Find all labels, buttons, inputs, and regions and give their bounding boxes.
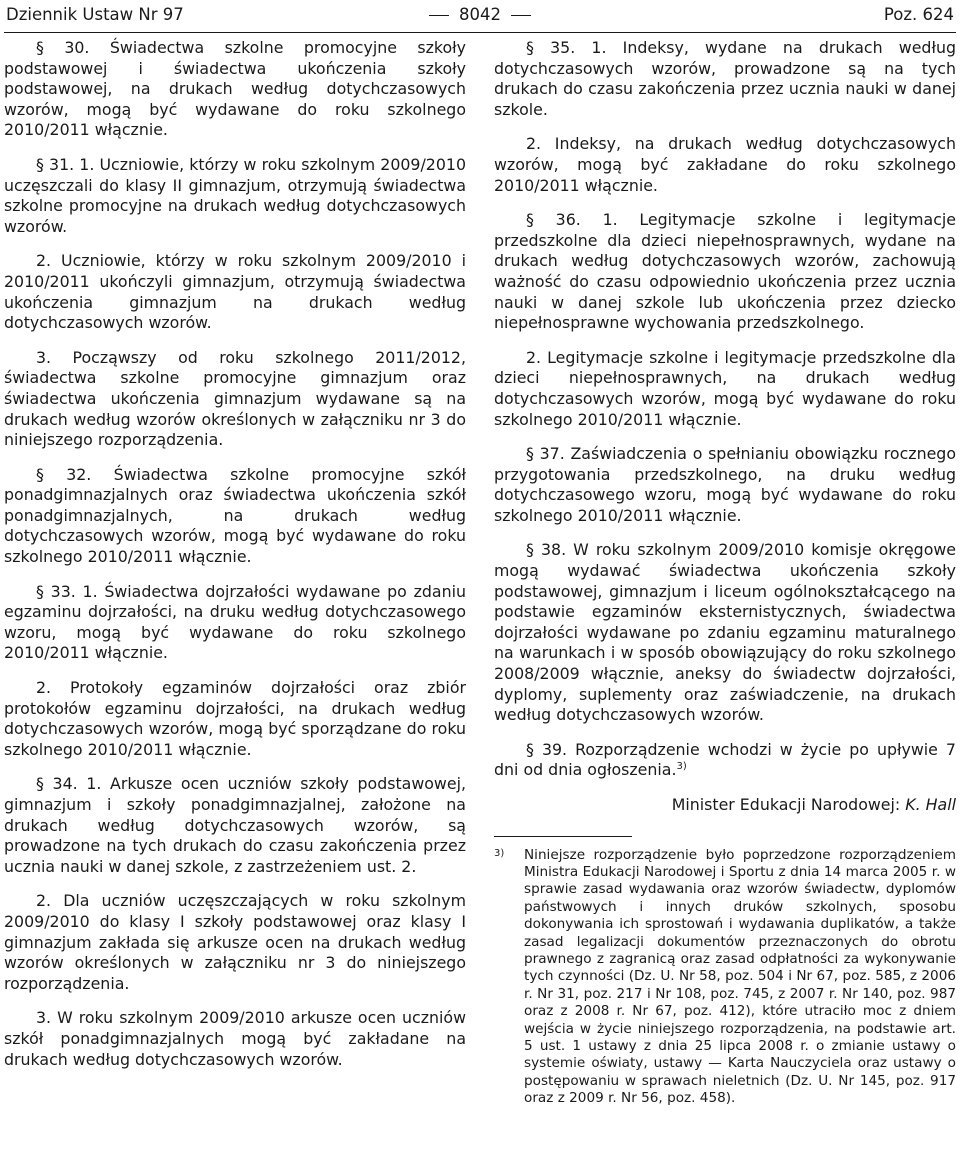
- paragraph: 2. Dla uczniów uczęszczających w roku szkolnym 2009/2010 do klasy I szkoły podstawowej oraz klasy I gimnazjum zakłada się arkusze ocen na drukach według wzorów określonych w załączniku nr 3 do niniejszego rozporządzenia.: [4, 891, 466, 993]
- footnote-text: Niniejsze rozporządzenie było poprzedzone rozporządzeniem Ministra Edukacji Narodowej i Sportu z dnia 14 marca 2005 r. w sprawie zasad wydawania oraz wzorów świadectw, dyplomów państwowych i innych druków szkolnych, sposobu dokonywania ich sprostowań i wydawania duplikatów, a także zasad legalizacji dokumentów przeznaczonych do obrotu prawnego z zagranicą oraz zasad odpłatności za wykonywanie tych czynności (Dz. U. Nr 58, poz. 504 i Nr 67, poz. 585, z 2006 r. Nr 31, poz. 217 i Nr 108, poz. 745, z 2007 r. Nr 140, poz. 987 oraz z 2008 r. Nr 67, poz. 412), które utraciło moc z dniem wejścia w życie niniejszego rozporządzenia, na podstawie art. 5 ust. 1 ustawy z dnia 25 lipca 2008 r. o zmianie ustawy o systemie oświaty, ustawy — Karta Nauczyciela oraz ustawy o postępowaniu w sprawach nieletnich (Dz. U. Nr 145, poz. 917 oraz z 2009 r. Nr 56, poz. 458).: [524, 846, 956, 1107]
- paragraph: § 31. 1. Uczniowie, którzy w roku szkolnym 2009/2010 uczęszczali do klasy II gimnazjum, otrzymują świadectwa szkolne promocyjne na drukach według dotychczasowych wzorów.: [4, 154, 466, 236]
- paragraph: § 35. 1. Indeksy, wydane na drukach według dotychczasowych wzorów, prowadzone są na tych drukach do czasu zakończenia przez ucznia nauki w danej szkole.: [494, 38, 956, 119]
- paragraph: 2. Uczniowie, którzy w roku szkolnym 2009/2010 i 2010/2011 ukończyli gimnazjum, otrzymują świadectwa ukończenia gimnazjum na drukach według dotychczasowych wzorów.: [4, 251, 466, 333]
- paragraph: § 30. Świadectwa szkolne promocyjne szkoły podstawowej i świadectwa ukończenia szkoły podstawowej, na drukach według dotychczasowych wzorów, mogą być wydawane do roku szkolnego 2010/2011 włącznie.: [4, 38, 466, 140]
- paragraph: § 34. 1. Arkusze ocen uczniów szkoły podstawowej, gimnazjum i szkoły ponadgimnazjalnej, założone na drukach według dotychczasowych wzorów, są prowadzone na tych drukach do czasu zakończenia przez ucznia nauki w danej szkole, z zastrzeżeniem ust. 2.: [4, 774, 466, 876]
- paragraph: 3. Począwszy od roku szkolnego 2011/2012, świadectwa szkolne promocyjne gimnazjum oraz świadectwa ukończenia gimnazjum wydawane są na drukach według wzorów określonych w załączniku nr 3 do niniejszego rozporządzenia.: [4, 347, 466, 450]
- paragraph: § 32. Świadectwa szkolne promocyjne szkół ponadgimnazjalnych oraz świadectwa ukończenia szkół ponadgimnazjalnych, na drukach według dotychczasowych wzorów, mogą być wydawane do roku szkolnego 2010/2011 włącznie.: [4, 464, 466, 567]
- position-number: Poz. 624: [883, 5, 954, 24]
- paragraph: § 38. W roku szkolnym 2009/2010 komisje okręgowe mogą wydawać świadectwa ukończenia szkoły podstawowej, gimnazjum i liceum ogólnokształcącego na podstawie egzaminów eksternistycznych, świadectwa dojrzałości wydawane po zdaniu egzaminu maturalnego na warunkach i w sposób obowiązujący do roku szkolnego 2008/2009 włącznie, aneksy do świadectw dojrzałości, dyplomy, suplementy oraz zaświadczenie, na drukach według dotychczasowych wzorów.: [494, 540, 956, 725]
- page-number-block: [0, 0, 960, 30]
- paragraph: 2. Protokoły egzaminów dojrzałości oraz zbiór protokołów egzaminu dojrzałości, na drukach według dotychczasowych wzorów, mogą być sporządzane do roku szkolnego 2010/2011 włącznie.: [4, 678, 466, 759]
- paragraph: 2. Legitymacje szkolne i legitymacje przedszkolne dla dzieci niepełnosprawnych, na drukach według dotychczasowych wzorów, mogą być wydawane do roku szkolnego 2010/2011 włącznie.: [494, 347, 956, 429]
- footnote: [494, 847, 956, 1108]
- final-provision-text: § 39. Rozporządzenie wchodzi w życie po upływie 7 dni od dnia ogłoszenia.: [494, 739, 956, 780]
- page-header: [0, 0, 960, 30]
- page-number: 8042: [459, 5, 501, 24]
- paragraph: 2. Indeksy, na drukach według dotychczasowych wzorów, mogą być zakładane do roku szkolnego 2010/2011 włącznie.: [494, 134, 956, 195]
- footnote-mark: 3): [494, 847, 505, 859]
- signature-name: K. Hall: [905, 795, 956, 814]
- paragraph: § 33. 1. Świadectwa dojrzałości wydawane po zdaniu egzaminu dojrzałości, na druku według dotychczasowego wzoru, mogą być wydawane do roku szkolnego 2010/2011 włącznie.: [4, 581, 466, 663]
- footnote-reference[interactable]: 3): [676, 761, 687, 773]
- signature-role: Minister Edukacji Narodowej:: [671, 795, 901, 814]
- left-column: [4, 38, 466, 1084]
- signature: [494, 795, 956, 816]
- dash-left: [429, 15, 449, 16]
- dash-right: [511, 15, 531, 16]
- footnote-rule: [494, 836, 632, 837]
- paragraph: § 37. Zaświadczenia o spełnianiu obowiązku rocznego przygotowania przedszkolnego, na druku według dotychczasowego wzoru, mogą być wydawane do roku szkolnego 2010/2011 włącznie.: [494, 444, 956, 525]
- header-rule: [4, 32, 956, 33]
- paragraph: 3. W roku szkolnym 2009/2010 arkusze ocen uczniów szkół ponadgimnazjalnych mogą być zakładane na drukach według dotychczasowych wzorów.: [4, 1008, 466, 1069]
- final-provision: [494, 740, 956, 781]
- journal-title: Dziennik Ustaw Nr 97: [6, 5, 184, 24]
- paragraph: § 36. 1. Legitymacje szkolne i legitymacje przedszkolne dla dzieci niepełnosprawnych, wydane na drukach według dotychczasowych wzorów, zachowują ważność do czasu odpowiednio ukończenia przez ucznia nauki w danej szkole lub ukończenia przez dziecko niepełnosprawne wychowania przedszkolnego.: [494, 210, 956, 333]
- right-column: [494, 38, 956, 1108]
